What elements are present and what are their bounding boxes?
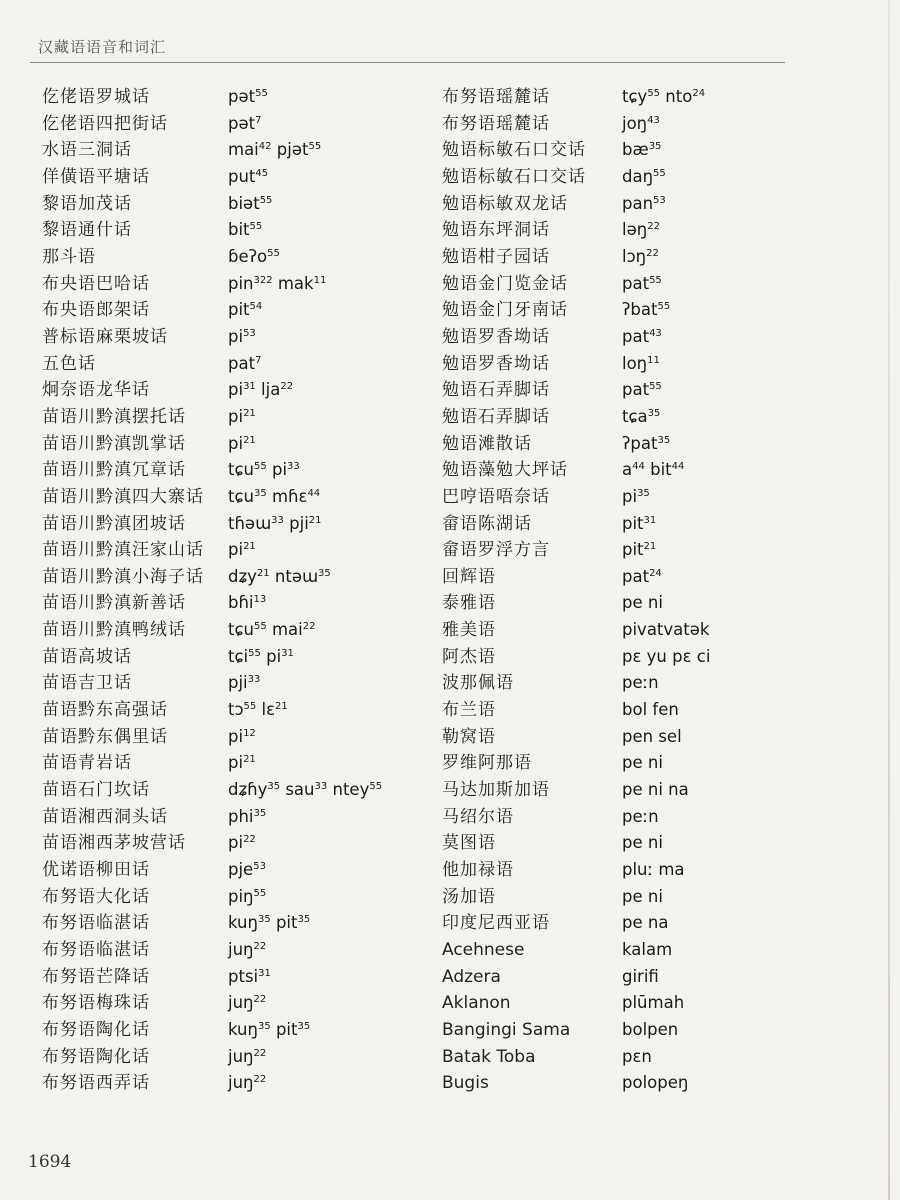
entry-row <box>30 297 410 324</box>
word-form: pin$^{322}$ mak$^{11}$ <box>228 273 327 293</box>
entry-row <box>438 857 878 884</box>
word-form: piŋ$^{55}$ <box>228 886 267 906</box>
word-form: pit$^{21}$ <box>622 540 657 560</box>
language-name: 印度尼西亚语 <box>442 913 550 934</box>
entry-row <box>30 670 410 697</box>
entry-row <box>30 617 410 644</box>
word-form: pji$^{33}$ <box>228 673 261 693</box>
word-form: pe ni <box>622 753 663 773</box>
word-form: juŋ$^{22}$ <box>228 1046 267 1066</box>
entry-row <box>30 777 410 804</box>
entry-row <box>438 404 878 431</box>
entry-row <box>438 377 878 404</box>
entry-row <box>438 351 878 378</box>
word-form: tɕu$^{55}$ $pi^{33}$ <box>228 460 300 480</box>
entry-row <box>30 351 410 378</box>
word-form: juŋ$^{22}$ <box>228 940 267 959</box>
entry-row <box>30 857 410 884</box>
language-name: 勉语滩散话 <box>442 433 532 454</box>
entry-row <box>438 111 878 138</box>
word-form: tɕu$^{35}$ mɦɛ$^{44}$ <box>228 486 321 506</box>
word-form: joŋ$^{43}$ <box>622 113 660 133</box>
language-name: 布央语郎架话 <box>42 300 150 321</box>
entry-row <box>438 484 878 511</box>
word-form: mai$^{42}$ pjət$^{55}$ <box>228 140 322 160</box>
entry-row <box>30 724 410 751</box>
language-name: 普标语麻栗坡话 <box>42 326 168 347</box>
word-form: ʔbat$^{55}$ <box>622 300 671 320</box>
entry-row <box>438 937 878 964</box>
word-form: $pi^{31}$ lja$^{22}$ <box>228 380 294 400</box>
entry-row <box>30 164 410 191</box>
word-form: phi$^{35}$ <box>228 806 267 826</box>
language-name: 勉语金门牙南话 <box>442 300 568 321</box>
language-name: 黎语通什话 <box>42 220 132 241</box>
entry-row <box>438 511 878 538</box>
language-name: 畲语罗浮方言 <box>442 540 550 561</box>
running-header: 汉藏语语音和词汇 <box>38 38 167 56</box>
language-name: 马达加斯加语 <box>442 780 550 801</box>
word-form: pe ni <box>622 833 663 853</box>
entry-row <box>438 1017 878 1044</box>
entry-row <box>30 1044 410 1071</box>
word-form: pət$^{55}$ <box>228 87 268 106</box>
language-name: 五色话 <box>42 353 96 374</box>
language-name: 布努语临湛话 <box>42 913 150 934</box>
language-name: 布努语临湛话 <box>42 940 150 960</box>
language-name: 畲语陈湖话 <box>442 513 532 534</box>
entry-row <box>438 644 878 671</box>
entry-row <box>438 217 878 244</box>
word-form: girifi <box>622 966 659 986</box>
language-name: 佯僙语平塘话 <box>42 166 150 187</box>
entry-row <box>30 511 410 538</box>
entry-row <box>438 964 878 991</box>
language-name: Bangingi Sama <box>442 1019 571 1040</box>
entry-row <box>438 750 878 777</box>
entry-row <box>30 457 410 484</box>
entry-row <box>438 724 878 751</box>
word-form: pe ni <box>622 593 663 613</box>
right-column <box>438 84 878 1097</box>
entry-row <box>438 537 878 564</box>
word-form: pe ni <box>622 886 663 906</box>
entry-row <box>438 1070 878 1097</box>
word-form: ɓeʔo$^{55}$ <box>228 246 280 266</box>
entry-row <box>30 111 410 138</box>
language-name: 勒窝语 <box>442 726 496 747</box>
language-name: 布努语陶化话 <box>42 1019 150 1040</box>
language-name: 勉语标敏双龙话 <box>442 193 568 214</box>
language-name: 苗语川黔滇四大寨话 <box>42 486 204 507</box>
word-form: juŋ$^{22}$ <box>228 1073 267 1093</box>
language-name: Aklanon <box>442 993 511 1014</box>
entry-row <box>30 644 410 671</box>
entry-row <box>30 564 410 591</box>
language-name: 雅美语 <box>442 620 496 641</box>
entry-row <box>438 830 878 857</box>
language-name: 苗语川黔滇团坡话 <box>42 513 186 534</box>
left-column <box>30 84 410 1097</box>
entry-row <box>438 670 878 697</box>
language-name: 勉语罗香坳话 <box>442 326 550 347</box>
language-name: 苗语川黔滇凯掌话 <box>42 433 186 454</box>
entry-row <box>30 750 410 777</box>
word-form: $pi^{35}$ <box>622 486 650 506</box>
language-name: 苗语川黔滇汪家山话 <box>42 540 204 561</box>
language-name: 波那佩语 <box>442 673 514 694</box>
entry-row <box>30 484 410 511</box>
entry-row <box>30 697 410 724</box>
entry-row <box>30 964 410 991</box>
word-form: tɕy$^{55}$ nto$^{24}$ <box>622 87 706 106</box>
word-form: pe na <box>622 913 669 933</box>
entry-row <box>438 297 878 324</box>
word-form: bɦi$^{13}$ <box>228 593 267 613</box>
word-form: $pi^{22}$ <box>228 833 256 853</box>
word-form: tɦəɯ$^{33}$ pji$^{21}$ <box>228 513 322 533</box>
entry-row <box>30 937 410 964</box>
word-form: tɕu$^{55}$ mai$^{22}$ <box>228 620 316 640</box>
entry-row <box>30 1017 410 1044</box>
language-name: 布兰语 <box>442 700 496 721</box>
language-name: 苗语川黔滇摆托话 <box>42 406 186 427</box>
word-form: daŋ$^{55}$ <box>622 166 666 186</box>
word-form: kuŋ$^{35}$ pit$^{35}$ <box>228 913 311 933</box>
language-name: Batak Toba <box>442 1046 536 1067</box>
word-form: $pi^{21}$ <box>228 406 256 426</box>
language-name: 苗语川黔滇新善话 <box>42 593 186 614</box>
language-name: 勉语石弄脚话 <box>442 380 550 401</box>
word-form: tɕi$^{55}$ $pi^{31}$ <box>228 646 294 666</box>
language-name: 他加禄语 <box>442 860 514 881</box>
word-form: polopeŋ <box>622 1073 689 1093</box>
word-form: pat$^{24}$ <box>622 566 662 586</box>
word-form: loŋ$^{11}$ <box>622 353 660 373</box>
entry-row <box>438 431 878 458</box>
entry-row <box>30 271 410 298</box>
language-name: 布努语瑶麓话 <box>442 113 550 134</box>
entry-row <box>438 884 878 911</box>
word-form: plūmah <box>622 993 685 1013</box>
word-form: dʑy$^{21}$ ntəɯ$^{35}$ <box>228 566 331 586</box>
word-form: pɛ yu pɛ ci <box>622 646 711 666</box>
language-name: 罗维阿那语 <box>442 753 532 774</box>
entry-row <box>30 990 410 1017</box>
entry-row <box>438 564 878 591</box>
entry-row <box>30 137 410 164</box>
word-form: pɛn <box>622 1046 652 1066</box>
language-name: 仡佬语罗城话 <box>42 87 150 107</box>
language-name: 阿杰语 <box>442 646 496 667</box>
word-form: pət$^7$ <box>228 113 262 133</box>
language-name: 布努语梅珠话 <box>42 993 150 1014</box>
word-form: lɔŋ$^{22}$ <box>622 246 659 266</box>
entry-row <box>30 804 410 831</box>
word-form: juŋ$^{22}$ <box>228 993 267 1013</box>
word-form: pje$^{53}$ <box>228 860 266 880</box>
entry-row <box>438 191 878 218</box>
entry-row <box>30 537 410 564</box>
language-name: 勉语石弄脚话 <box>442 406 550 427</box>
entry-row <box>30 1070 410 1097</box>
language-name: 那斗语 <box>42 246 96 267</box>
entry-row <box>438 804 878 831</box>
language-name: 苗语湘西茅坡营话 <box>42 833 186 854</box>
entry-row <box>438 1044 878 1071</box>
language-name: 汤加语 <box>442 886 496 907</box>
word-form: kalam <box>622 940 673 959</box>
word-form: $pi^{21}$ <box>228 540 256 560</box>
word-form: peːn <box>622 673 659 693</box>
word-form: peːn <box>622 806 659 826</box>
page-number: 1694 <box>28 1152 72 1172</box>
entry-row <box>30 217 410 244</box>
entry-row <box>30 431 410 458</box>
language-name: 勉语藻勉大坪话 <box>442 460 568 481</box>
word-form: ptsi$^{31}$ <box>228 966 271 986</box>
word-form: $pi^{21}$ <box>228 433 256 453</box>
language-name: 回辉语 <box>442 566 496 587</box>
language-name: 苗语黔东偶里话 <box>42 726 168 747</box>
word-form: pit$^{31}$ <box>622 513 657 533</box>
language-name: 优诺语柳田话 <box>42 860 150 881</box>
entry-row <box>438 697 878 724</box>
language-name: 勉语东坪洞话 <box>442 220 550 241</box>
language-name: 勉语罗香坳话 <box>442 353 550 374</box>
language-name: 黎语加茂话 <box>42 193 132 214</box>
language-name: 勉语金门览金话 <box>442 273 568 294</box>
language-name: 布努语大化话 <box>42 886 150 907</box>
entry-row <box>438 910 878 937</box>
language-name: 苗语湘西洞头话 <box>42 806 168 827</box>
language-name: 苗语高坡话 <box>42 646 132 667</box>
word-form: pluː ma <box>622 860 685 880</box>
word-form: $a^{44}$ bit$^{44}$ <box>622 460 685 480</box>
page-edge-shadow <box>888 0 890 1200</box>
word-form: pan$^{53}$ <box>622 193 666 213</box>
word-form: ləŋ$^{22}$ <box>622 220 660 240</box>
language-name: 布努语芒降话 <box>42 966 150 987</box>
word-form: kuŋ$^{35}$ pit$^{35}$ <box>228 1019 311 1039</box>
language-name: 巴哼语唔奈话 <box>442 486 550 507</box>
entry-row <box>30 324 410 351</box>
language-name: 勉语标敏石口交话 <box>442 166 586 187</box>
entry-row <box>30 84 410 111</box>
word-form: pat$^{43}$ <box>622 326 662 346</box>
word-form: pen sel <box>622 726 682 746</box>
language-name: 苗语川黔滇鸭绒话 <box>42 620 186 641</box>
entry-row <box>438 271 878 298</box>
language-name: 布央语巴哈话 <box>42 273 150 294</box>
entry-row <box>438 457 878 484</box>
word-form: dʑɦy$^{35}$ sau$^{33}$ ntey$^{55}$ <box>228 780 383 800</box>
word-form: tɔ$^{55}$ lɛ$^{21}$ <box>228 700 288 720</box>
language-name: Acehnese <box>442 940 525 960</box>
word-form: bolpen <box>622 1019 679 1039</box>
word-form: $pi^{21}$ <box>228 753 256 773</box>
language-name: 勉语柑子园话 <box>442 246 550 267</box>
entry-row <box>30 884 410 911</box>
entry-row <box>30 377 410 404</box>
header-rule <box>30 62 785 63</box>
word-form: biət$^{55}$ <box>228 193 273 213</box>
entry-row <box>438 777 878 804</box>
word-form: pat$^{55}$ <box>622 380 662 400</box>
language-name: Bugis <box>442 1073 489 1094</box>
entry-row <box>438 617 878 644</box>
language-name: 苗语青岩话 <box>42 753 132 774</box>
language-name: Adzera <box>442 966 501 987</box>
language-name: 苗语石门坎话 <box>42 780 150 801</box>
word-form: bol fen <box>622 700 679 720</box>
language-name: 勉语标敏石口交话 <box>442 140 586 161</box>
entry-row <box>30 910 410 937</box>
word-form: pat$^7$ <box>228 353 262 373</box>
language-name: 苗语川黔滇冗章话 <box>42 460 186 481</box>
entry-row <box>30 590 410 617</box>
entry-row <box>438 84 878 111</box>
entry-row <box>438 244 878 271</box>
language-name: 泰雅语 <box>442 593 496 614</box>
word-form: put$^{45}$ <box>228 166 269 186</box>
language-name: 布努语西弄话 <box>42 1073 150 1094</box>
language-name: 苗语川黔滇小海子话 <box>42 566 204 587</box>
entry-row <box>438 137 878 164</box>
language-name: 苗语吉卫话 <box>42 673 132 694</box>
language-name: 莫图语 <box>442 833 496 854</box>
entry-row <box>30 191 410 218</box>
word-form: pit$^{54}$ <box>228 300 263 320</box>
word-form: pivatvatək <box>622 620 710 640</box>
language-name: 马绍尔语 <box>442 806 514 827</box>
language-name: 炯奈语龙华话 <box>42 380 150 401</box>
entry-row <box>30 404 410 431</box>
entry-row <box>30 830 410 857</box>
entry-row <box>438 324 878 351</box>
word-form: bit$^{55}$ <box>228 220 263 240</box>
entry-row <box>438 164 878 191</box>
language-name: 布努语陶化话 <box>42 1046 150 1067</box>
word-form: $pi^{53}$ <box>228 326 256 346</box>
word-form: $bæ^{35}$ <box>622 140 662 160</box>
entry-row <box>438 990 878 1017</box>
entry-row <box>438 590 878 617</box>
entry-row <box>30 244 410 271</box>
word-form: ʔpat$^{35}$ <box>622 433 671 453</box>
language-name: 布努语瑶麓话 <box>442 87 550 107</box>
language-name: 苗语黔东高强话 <box>42 700 168 721</box>
word-form: pe ni na <box>622 780 689 800</box>
word-form: tɕa$^{35}$ <box>622 406 661 426</box>
language-name: 水语三洞话 <box>42 140 132 161</box>
word-form: pat$^{55}$ <box>622 273 662 293</box>
language-name: 仡佬语四把街话 <box>42 113 168 134</box>
word-form: $pi^{12}$ <box>228 726 256 746</box>
